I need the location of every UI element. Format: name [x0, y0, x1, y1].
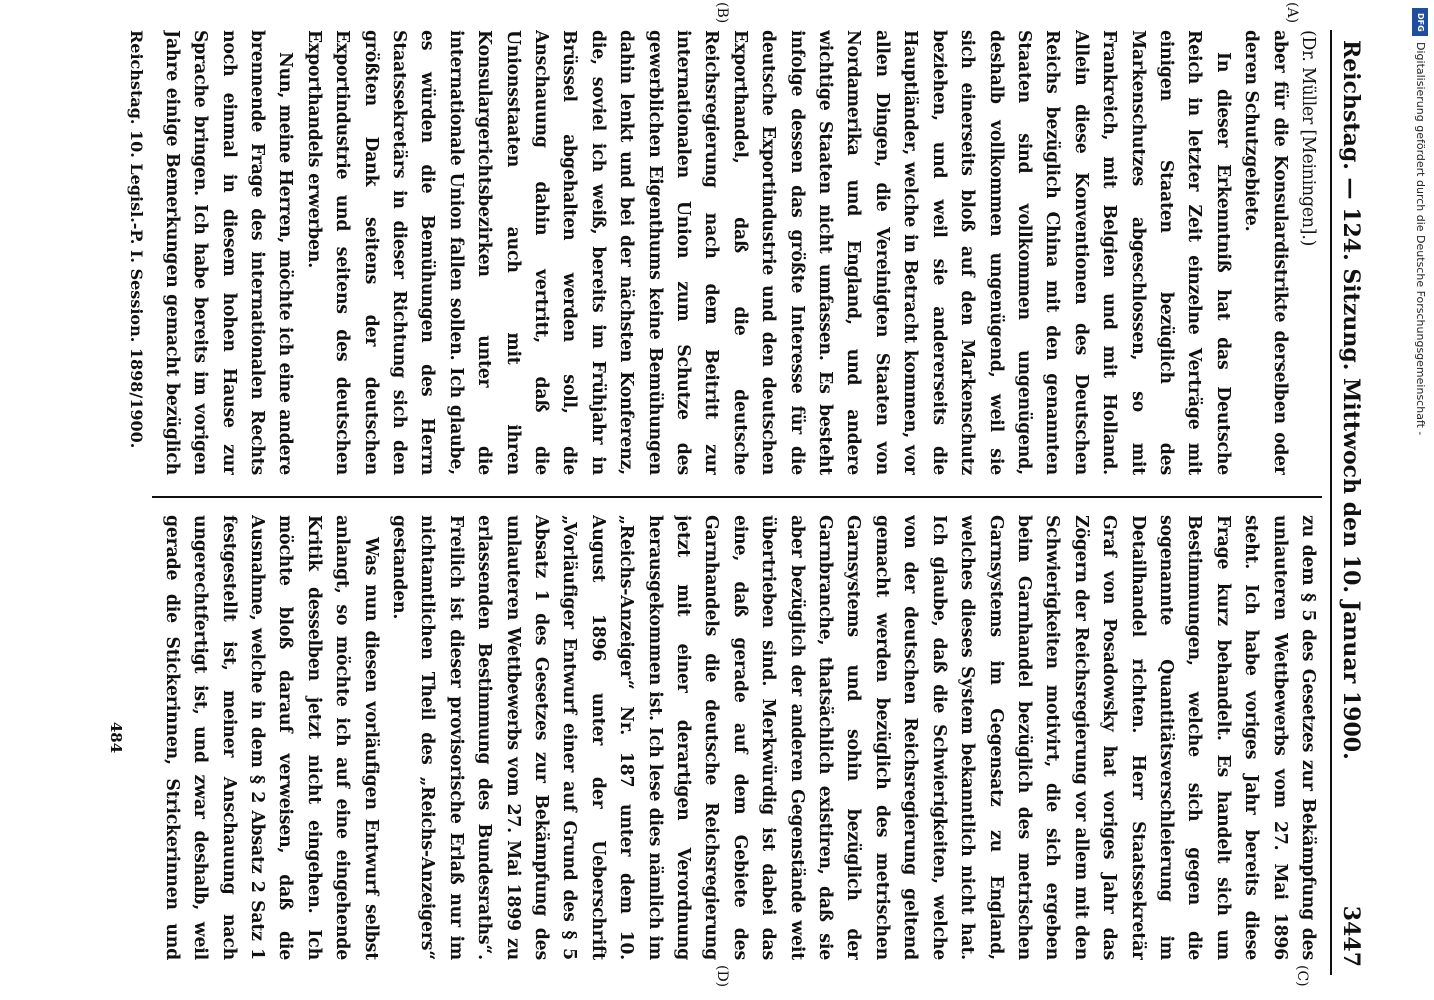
digitization-watermark	[1410, 6, 1430, 991]
footer-page-number: 484	[107, 721, 125, 754]
speaker-line: (Dr. Müller [Meiningen].)	[1298, 30, 1318, 247]
header-page-number: 3447	[1338, 905, 1364, 967]
watermark-text	[1410, 6, 1430, 991]
right-paragraph-1: zu dem § 5 des Gesetzes zur Bekämpfung des unlauteren Wettbewerbs vom 27. Mai 1896 steht. Ich habe voriges Jahr bereits diese Frage kurz behandelt. Es handelt sich um Bestimmungen, welche sich gegen die sogenannte Quantitätsverschleierung im Detailhandel richten. Herr Staatssekretär Graf von Posadowsky hat voriges Jahr das Zögern der Reichsregierung vor allem mit den Schwierigkeiten motivirt, die sich ergeben beim Garnhandel bezüglich des metrischen Garnsystems im Gegensatz zu England, welches dieses System bekanntlich nicht hat. Ich glaube, daß die Schwierigkeiten, welche von der deutschen Reichsregierung geltend gemacht werden bezüglich des metrischen Garnsystems und sohin bezüglich der Garnbranche, thatsächlich existiren, daß sie aber bezüglich der anderen Gegenstände weit übertrieben sind. Merkwürdig ist dabei das eine, daß gerade auf dem Gebiete des Garnhandels die deutsche Reichsregierung jetzt mit einer derartigen Verordnung herausgekommen ist. Ich lese dies nämlich im „Reichs-Anzeiger“ Nr. 187 unter dem 10. August 1896 unter der Ueberschrift „Vorläufiger Entwurf einer auf Grund des § 5 Absatz 1 des Gesetzes zur Bekämpfung des unlauteren Wettbewerbs vom 27. Mai 1899 zu erlassenden Bestimmung des Bundesraths“. Freilich ist dieser provisorische Erlaß nur im nichtamtlichen Theil des „Reichs-Anzeigers“ gestanden.	[389, 515, 1318, 960]
header-session-title: Reichstag. — 124. Sitzung. Mittwoch den 10. Januar 1900.	[1338, 40, 1364, 760]
right-column	[152, 515, 1322, 960]
watermark-caption: Digitalisierung gefördert durch die Deutsche Forschungsgemeinschaft -	[1414, 42, 1427, 436]
footer-session-info: Reichstag. 10. Legisl.-P. I. Session. 1898/1900.	[127, 30, 146, 449]
left-paragraph-2: In dieser Erkenntniß hat das Deutsche Reich in letzter Zeit einzelne Verträge mit einigen Staaten bezüglich des Markenschutzes abgeschlossen, so mit Frankreich, mit Belgien und mit Holland. Allein diese Konventionen des Deutschen Reichs bezüglich China mit den genannten Staaten sind vollkommen ungenügend, deshalb vollkommen ungenügend, weil sie sich einerseits bloß auf den Markenschutz beziehen, und weil sie andererseits die Hauptländer, welche in Betracht kommen, vor allen Dingen, die Vereinigten Staaten von Nordamerika und England, und andere wichtige Staaten nicht umfassen. Es besteht infolge dessen das größte Interesse für die deutsche Exportindustrie und den deutschen Exporthandel, daß die deutsche Reichsregierung nach dem Beitritt zur internationalen Union zum Schutze des gewerblichen Eigenthums keine Bemühungen dahin lenkt und bei der nächsten Konferenz, die, soviel ich weiß, bereits im Frühjahr in Brüssel abgehalten werden soll, die Anschauung dahin vertritt, daß die Unionsstaaten auch mit ihren Konsulargerichtsbezirken unter die internationale Union fallen sollen. Ich glaube, es würden die Bemühungen des Herrn Staatssekretärs in dieser Richtung sich den größten Dank seitens der deutschen Exportindustrie und seitens des deutschen Exporthandels erwerben.	[303, 30, 1233, 475]
left-paragraph-1: aber für die Konsulardistrikte derselben oder deren Schutzgebiete.	[1241, 30, 1290, 475]
margin-marker-b: (B)	[714, 2, 730, 24]
rotated-document-page	[60, 2, 1370, 988]
dfg-logo-icon: DFG	[1412, 8, 1428, 36]
right-paragraph-2: Was nun diesen vorläufigen Entwurf selbst anlangt, so möchte ich auf eine eingehende Kritik desselben jetzt nicht eingehen. Ich möchte bloß darauf verweisen, daß die Ausnahme, welche in dem § 2 Absatz 2 Satz 1 festgestellt ist, meiner Anschauung nach ungerechtfertigt ist, und zwar deshalb, weil gerade die Stickerinnen, Strickerinnen und	[161, 515, 381, 960]
margin-marker-c: (C)	[1294, 965, 1310, 987]
running-header	[1330, 30, 1370, 975]
left-paragraph-3: Nun, meine Herren, möchte ich eine andere brennende Frage des internationalen Rechts noch einmal in diesem hohen Hause zur Sprache bringen. Ich habe bereits im vorigen Jahre einige Bemerkungen gemacht bezüglich	[161, 30, 296, 475]
column-divider	[152, 496, 1322, 498]
margin-marker-d: (D)	[714, 965, 730, 988]
margin-marker-a: (A)	[1284, 2, 1300, 24]
left-column	[152, 30, 1322, 475]
